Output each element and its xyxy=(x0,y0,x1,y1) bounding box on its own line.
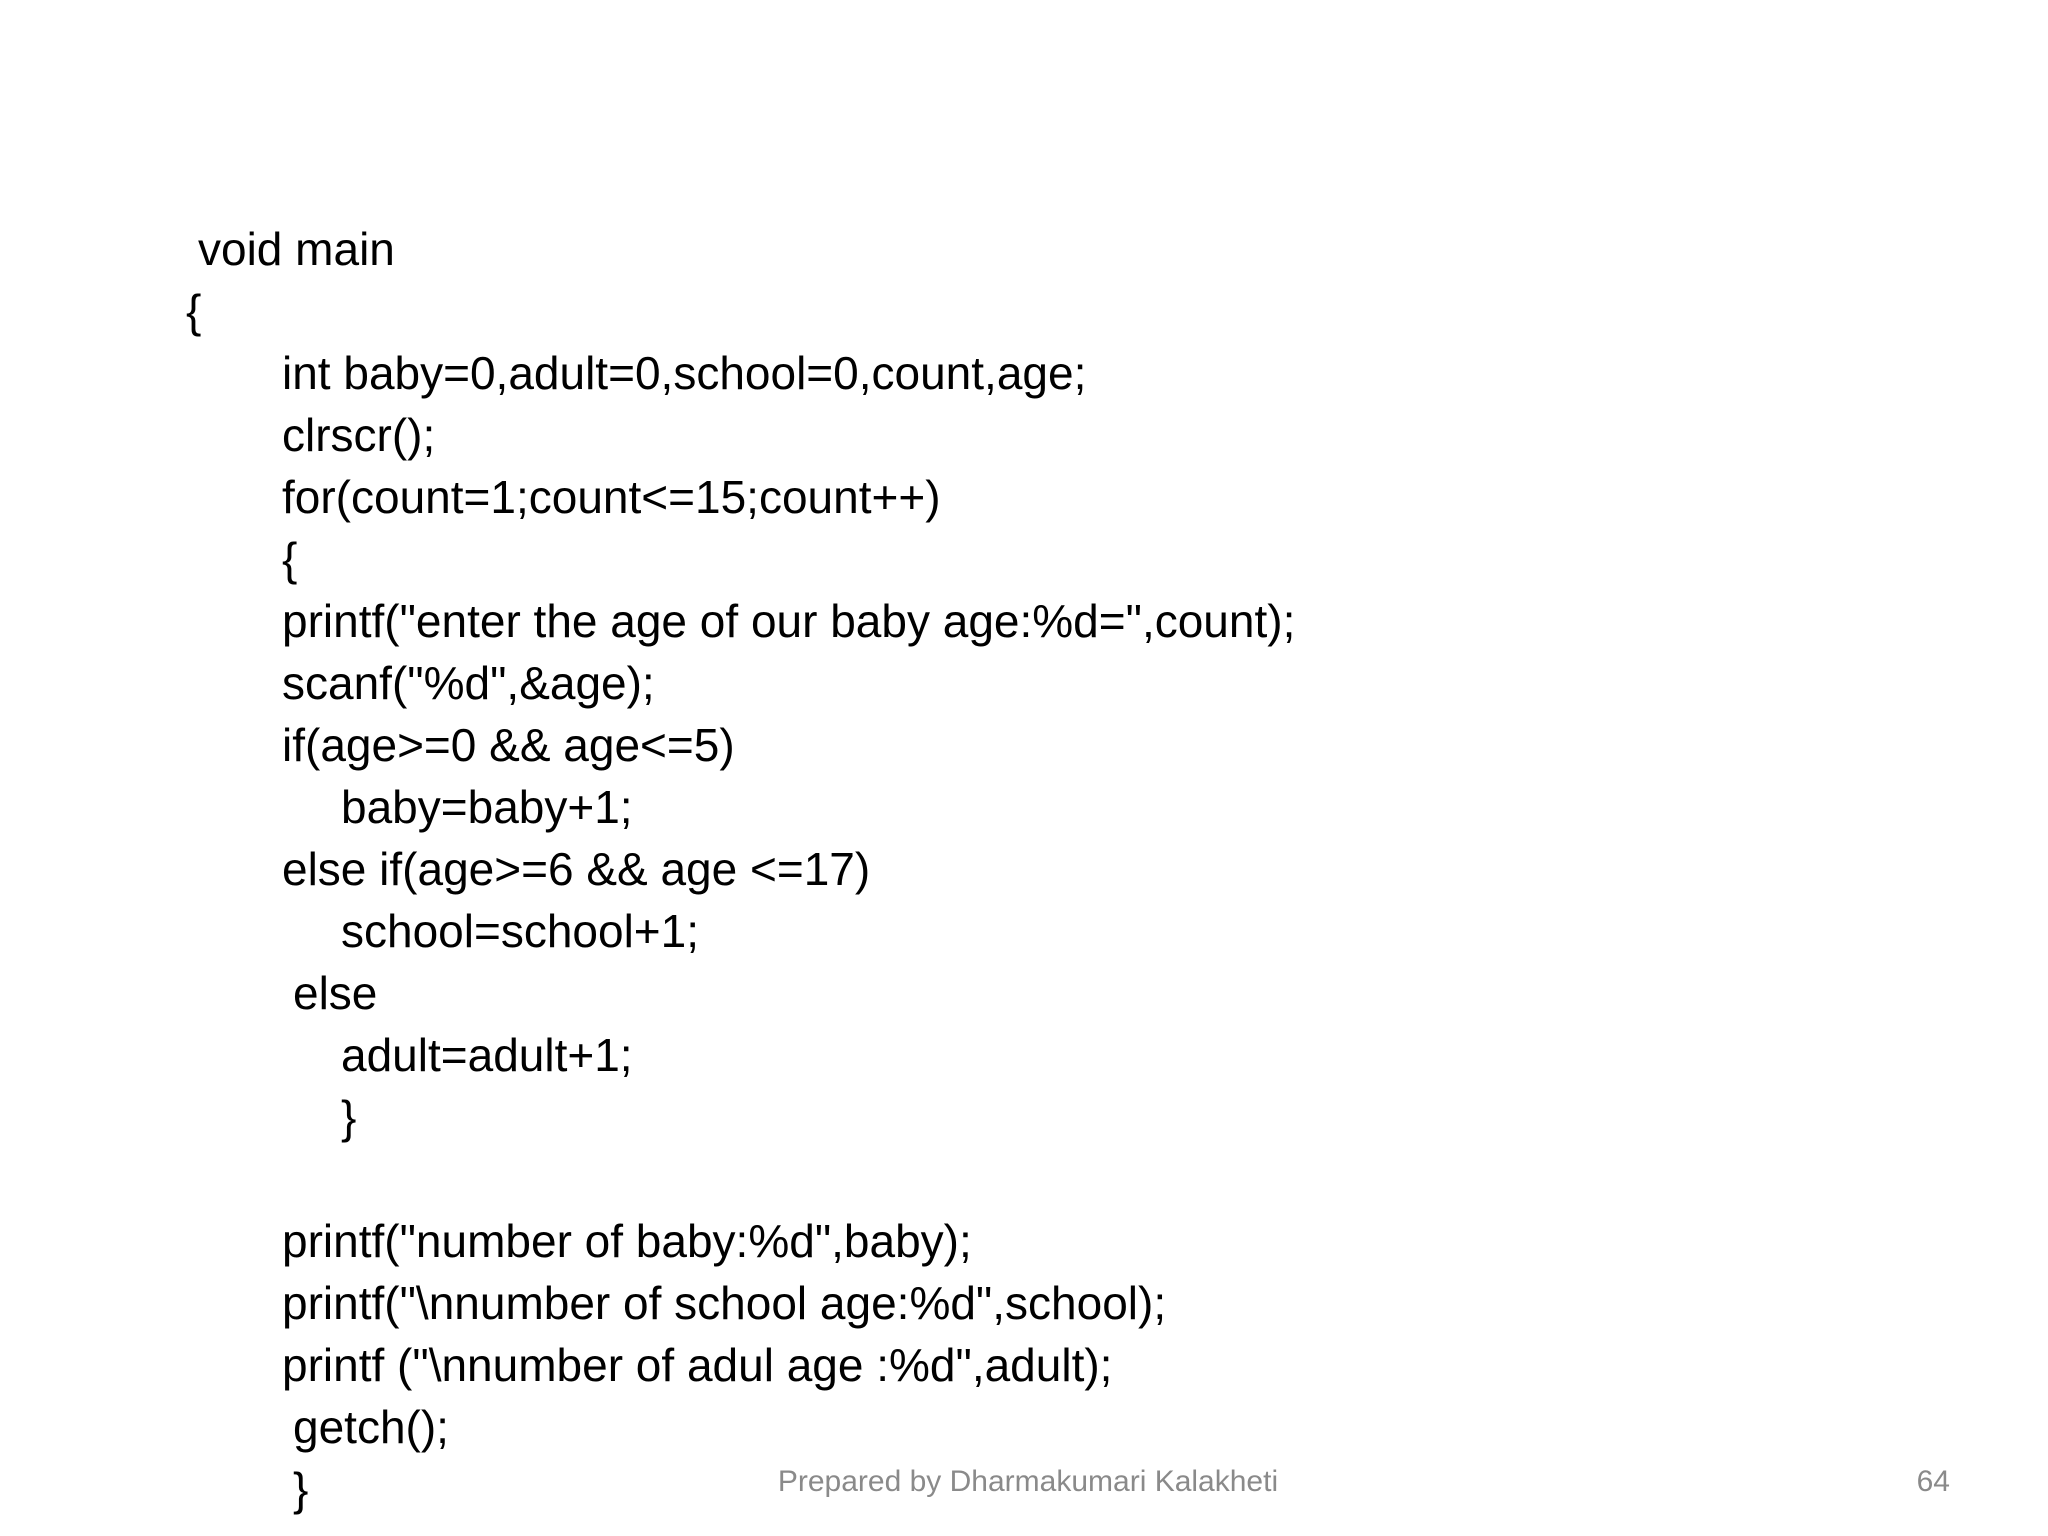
code-line: void main xyxy=(198,223,395,275)
code-line: { xyxy=(282,533,298,585)
code-line: } xyxy=(293,1463,309,1515)
code-line: if(age>=0 && age<=5) xyxy=(282,719,735,771)
code-line: printf("number of baby:%d",baby); xyxy=(282,1215,972,1267)
code-line: clrscr(); xyxy=(282,409,436,461)
code-line: adult=adult+1; xyxy=(341,1029,633,1081)
code-line: for(count=1;count<=15;count++) xyxy=(282,471,941,523)
code-line: printf ("\nnumber of adul age :%d",adult); xyxy=(282,1339,1113,1391)
code-line: printf("enter the age of our baby age:%d=",count); xyxy=(282,595,1296,647)
code-line: else xyxy=(293,967,378,1019)
code-line: else if(age>=6 && age <=17) xyxy=(282,843,871,895)
code-line: school=school+1; xyxy=(341,905,700,957)
code-line: scanf("%d",&age); xyxy=(282,657,655,709)
code-line: getch(); xyxy=(293,1401,449,1453)
code-line: } xyxy=(341,1091,357,1143)
code-line: int baby=0,adult=0,school=0,count,age; xyxy=(282,347,1087,399)
code-line: baby=baby+1; xyxy=(341,781,633,833)
code-line: { xyxy=(186,285,202,337)
footer-author: Prepared by Dharmakumari Kalakheti xyxy=(777,1465,1279,1498)
page-number: 64 xyxy=(1916,1465,1950,1498)
code-line: printf("\nnumber of school age:%d",school); xyxy=(282,1277,1167,1329)
